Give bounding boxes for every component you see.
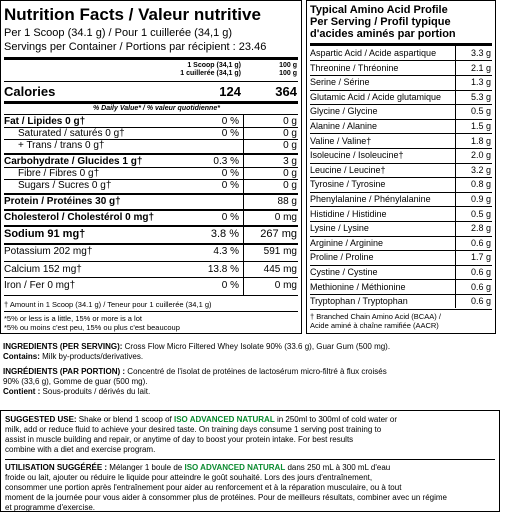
utilisation-label: UTILISATION SUGGÉRÉE :	[5, 463, 108, 472]
nutrient-per-100g: 0 g	[283, 140, 297, 151]
nutrient-label: Fat / Lipides 0 g†	[4, 116, 86, 127]
nutrient-daily-value: 13.8 %	[207, 264, 239, 275]
brand-name-en: ISO ADVANCED NATURAL	[173, 415, 275, 424]
nutrient-daily-value: 0 %	[221, 168, 239, 179]
utilisation-line: moment de la journée pour vous aider à consommer plus de protéines. Pour de meilleurs résultats, combiner avec un régime	[5, 493, 447, 502]
amino-value: 0.5 g	[470, 106, 491, 117]
amino-value: 3.2 g	[470, 164, 491, 175]
amino-label: Glutamic Acid / Acide glutamique	[310, 91, 442, 102]
amino-acid-panel	[306, 0, 496, 334]
amino-value: 1.5 g	[470, 121, 491, 131]
amino-value: 2.1 g	[470, 62, 491, 73]
amino-label: Glycine / Glycine	[310, 106, 378, 117]
nutrient-daily-value: 0 %	[221, 212, 239, 223]
nutrient-per-100g: 267 mg	[260, 228, 297, 240]
ingredients-fr	[3, 367, 387, 377]
amino-label: Tryptophan / Tryptophan	[310, 296, 408, 307]
amino-label: Aspartic Acid / Acide aspartique	[310, 48, 437, 58]
nutrient-per-100g: 0 g	[283, 180, 297, 191]
nutrient-per-100g: 0 g	[283, 168, 297, 179]
amino-title-1: Typical Amino Acid Profile	[310, 4, 448, 16]
ingredients-fr-label: INGRÉDIENTS (PAR PORTION) :	[3, 367, 126, 376]
nutrient-per-100g: 0 g	[283, 128, 297, 139]
amino-value: 1.7 g	[470, 252, 491, 263]
amino-label: Arginine / Arginine	[310, 237, 384, 248]
suggested-use-line: milk, add or reduce fluid to achieve your desired taste. On training days consume 1 serving post training to	[5, 425, 382, 434]
nutrient-label: Carbohydrate / Glucides 1 g†	[4, 156, 143, 167]
amino-value: 0.6 g	[470, 296, 491, 307]
footnote-amount: † Amount in 1 Scoop (34.1 g) / Teneur pour 1 cuillerée (34,1 g)	[4, 300, 212, 309]
footnote-little-fr: *5% ou moins c'est peu, 15% ou plus c'est beaucoup	[4, 323, 180, 332]
contient-text: Sous-produits / dérivés du lait.	[40, 387, 151, 396]
amino-value: 0.9 g	[470, 194, 491, 204]
utilisation-line: consommer une portion après l'entraînement pour aider au renforcement et à la réparation musculaire, ou à tout	[5, 483, 402, 492]
amino-title-2: Per Serving / Profil typique	[310, 16, 451, 28]
amino-value: 1.8 g	[470, 135, 491, 146]
amino-footnote-2: Acide aminé à chaîne ramifiée (AACR)	[310, 321, 439, 330]
amino-value: 0.6 g	[470, 267, 491, 277]
amino-value: 2.0 g	[470, 150, 491, 161]
nutrition-facts-panel	[0, 0, 302, 334]
nutrient-label: Sodium 91 mg†	[4, 228, 86, 240]
amino-label: Cystine / Cystine	[310, 267, 378, 277]
suggested-use-en	[5, 415, 397, 425]
ingredients-en-text: Cross Flow Micro Filtered Whey Isolate 90% (33.6 g), Guar Gum (500 mg).	[122, 342, 391, 351]
ingredients-en	[3, 342, 390, 352]
suggested-use-line: combine with a diet and exercise program.	[5, 445, 156, 454]
nutrient-daily-value: 4.3 %	[213, 246, 239, 257]
contains-label: Contains:	[3, 352, 40, 361]
ingredients-en-label: INGREDIENTS (PER SERVING):	[3, 342, 123, 351]
amino-label: Threonine / Thréonine	[310, 62, 399, 73]
calories-scoop: 124	[219, 84, 241, 99]
amino-label: Isoleucine / Isoleucine†	[310, 150, 404, 161]
suggested-use-label: SUGGESTED USE:	[5, 415, 77, 424]
utilisation-pre: Mélanger 1 boule de	[107, 463, 185, 472]
ingredients-fr-line-2: 90% (33,6 g), Gomme de guar (500 mg).	[3, 377, 148, 386]
amino-label: Tyrosine / Tyrosine	[310, 179, 386, 190]
contains-en	[3, 352, 143, 362]
amino-value: 0.5 g	[470, 208, 491, 219]
amino-label: Phenylalanine / Phénylalanine	[310, 194, 431, 204]
nutrient-per-100g: 445 mg	[263, 264, 297, 275]
contains-text: Milk by-products/derivatives.	[39, 352, 144, 361]
nutrient-per-100g: 591 mg	[263, 246, 297, 257]
amino-label: Leucine / Leucine†	[310, 164, 386, 175]
nutrient-per-100g: 3 g	[283, 156, 297, 167]
nutrient-daily-value: 3.8 %	[210, 228, 239, 240]
daily-value-header: % Daily Value* / % valeur quotidienne*	[93, 105, 220, 112]
amino-footnote-1: † Branched Chain Amino Acid (BCAA) /	[310, 312, 441, 321]
nutrient-daily-value: 0.3 %	[213, 156, 239, 167]
nutrient-label: Sugars / Sucres 0 g†	[18, 180, 112, 191]
nutrient-label: Protein / Protéines 30 g†	[4, 196, 121, 207]
amino-title-3: d'acides aminés par portion	[310, 28, 456, 40]
suggested-use-line: assist in muscle building and repair, or anytime of day to boost your protein intake. For best results	[5, 435, 354, 444]
suggested-use-pre: Shake or blend 1 scoop of	[76, 415, 174, 424]
nutrient-per-100g: 0 g	[283, 116, 297, 127]
amino-value: 0.8 g	[470, 179, 491, 190]
nutrient-per-100g: 88 g	[277, 196, 297, 207]
col-header-100-1: 100 g	[279, 62, 297, 69]
servings-text: Servings per Container / Portions par récipient : 23.46	[4, 41, 267, 53]
nutrient-daily-value: 0 %	[221, 280, 239, 291]
suggested-use-panel	[0, 410, 500, 512]
nutrient-label: + Trans / trans 0 g†	[18, 140, 105, 151]
suggested-use-post: in 250ml to 300ml of cold water or	[274, 415, 398, 424]
ingredients-section	[0, 340, 508, 400]
amino-value: 2.8 g	[470, 223, 491, 234]
nutrient-label: Cholesterol / Cholestérol 0 mg†	[4, 212, 155, 223]
col-header-scoop-1: 1 Scoop (34,1 g)	[187, 62, 241, 69]
per-scoop-text: Per 1 Scoop (34.1 g) / Pour 1 cuillerée (34,1 g)	[4, 27, 233, 39]
calories-100: 364	[275, 84, 297, 99]
nutrition-title: Nutrition Facts / Valeur nutritive	[4, 5, 261, 24]
nutrient-per-100g: 0 mg	[274, 280, 297, 291]
nutrient-label: Potassium 202 mg†	[4, 246, 93, 257]
ingredients-fr-text-1: Concentré de l'isolat de protéines de lactosérum micro-filtré à flux croisés	[125, 367, 387, 376]
brand-name-fr: ISO ADVANCED NATURAL	[184, 463, 286, 472]
amino-value: 1.3 g	[470, 77, 491, 88]
nutrient-label: Iron / Fer 0 mg†	[4, 280, 76, 291]
col-header-100-2: 100 g	[279, 70, 297, 77]
nutrient-label: Fibre / Fibres 0 g†	[18, 168, 100, 179]
amino-label: Proline / Proline	[310, 252, 374, 263]
nutrient-daily-value: 0 %	[221, 116, 239, 127]
nutrient-per-100g: 0 mg	[274, 212, 297, 223]
amino-label: Lysine / Lysine	[310, 223, 369, 234]
amino-label: Serine / Sérine	[310, 77, 370, 88]
nutrient-label: Calcium 152 mg†	[4, 264, 82, 275]
amino-label: Histidine / Histidine	[310, 208, 387, 219]
nutrient-daily-value: 0 %	[221, 180, 239, 191]
utilisation-line: et programme d'exercise.	[5, 503, 96, 512]
utilisation-post: dans 250 mL à 300 mL d'eau	[285, 463, 391, 472]
utilisation-fr	[5, 463, 390, 473]
nutrient-label: Saturated / saturés 0 g†	[18, 128, 125, 139]
col-header-scoop-2: 1 cuillerée (34,1 g)	[180, 70, 241, 77]
nutrient-daily-value: 0 %	[221, 128, 239, 139]
utilisation-line: froide ou lait, ajouter ou réduire le liquide pour atteindre le goût souhaité. Lors des jours d'entraînement,	[5, 473, 373, 482]
amino-label: Valine / Valine†	[310, 135, 372, 146]
contient-fr	[3, 387, 150, 397]
amino-label: Alanine / Alanine	[310, 121, 378, 131]
contient-label: Contient :	[3, 387, 41, 396]
footnote-little-en: *5% or less is a little, 15% or more is a lot	[4, 314, 142, 323]
calories-label: Calories	[4, 84, 56, 99]
amino-value: 3.3 g	[470, 48, 491, 58]
amino-label: Methionine / Méthionine	[310, 281, 406, 292]
amino-value: 0.6 g	[470, 281, 491, 292]
amino-value: 5.3 g	[470, 91, 491, 102]
amino-value: 0.6 g	[470, 237, 491, 248]
